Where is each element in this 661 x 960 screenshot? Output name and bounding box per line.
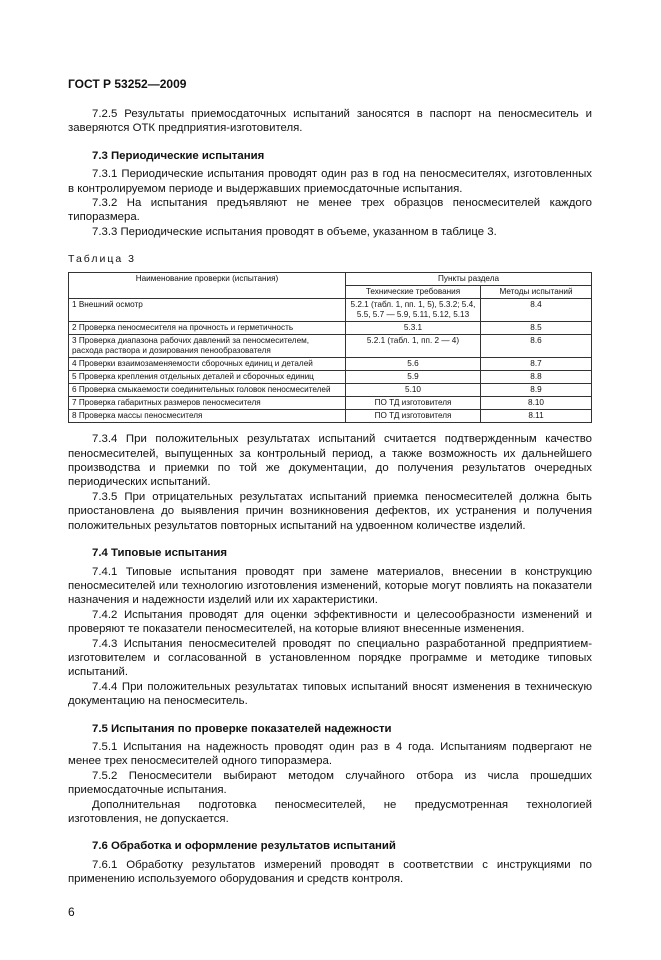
table-caption: Таблица 3 (68, 253, 136, 266)
cell-name: 7 Проверка габаритных размеров пеносмесителя (69, 397, 346, 410)
table-row (69, 299, 592, 322)
col-header-name: Наименование проверки (испытания) (69, 273, 346, 299)
paragraph-7-5-2: 7.5.2 Пеносмесители выбирают методом случайного отбора из числа прошедших приемосдаточные испытания. (68, 769, 592, 797)
table-row (69, 397, 592, 410)
cell-tech: 5.6 (346, 358, 481, 371)
heading-7-5: 7.5 Испытания по проверке показателей надежности (92, 722, 392, 735)
section-7-4 (68, 546, 592, 708)
section-7-3-4-5 (68, 432, 592, 533)
cell-name: 6 Проверка смыкаемости соединительных головок пеносмесителей (69, 384, 346, 397)
cell-tech: 5.2.1 (табл. 1, пп. 1, 5), 5.3.2; 5.4, 5.5, 5.7 — 5.9, 5.11, 5.12, 5.13 (346, 299, 481, 322)
cell-method: 8.4 (481, 299, 592, 322)
section-7-3 (68, 149, 592, 239)
paragraph-7-3-5: 7.3.5 При отрицательных результатах испытаний приемка пеносмесителей должна быть приостановлена до выявления причин возникновения дефектов, их устранения и получения положительных результатов повторных испытаний на удвоенном количестве изделий. (68, 490, 592, 532)
cell-method: 8.8 (481, 371, 592, 384)
table-row (69, 410, 592, 423)
paragraph-7-4-2: 7.4.2 Испытания проводят для оценки эффективности и целесообразности изменений и проверяют те показатели пеносмесителей, на которые влияют внесенные изменения. (68, 608, 592, 636)
cell-method: 8.10 (481, 397, 592, 410)
document-header: ГОСТ Р 53252—2009 (68, 77, 187, 91)
paragraph-7-4-4: 7.4.4 При положительных результатах типовых испытаний вносят изменения в техническую документацию на пеносмеситель. (68, 680, 592, 708)
paragraph-7-5-1: 7.5.1 Испытания на надежность проводят один раз в 4 года. Испытаниям подвергают не менее трех пеносмесителей одного типоразмера. (68, 740, 592, 768)
cell-name: 1 Внешний осмотр (69, 299, 346, 322)
table-row (69, 371, 592, 384)
paragraph-7-3-1: 7.3.1 Периодические испытания проводят один раз в год на пеносмесителях, изготовленных в контролируемом периоде и выдержавших приемосдаточные испытания. (68, 168, 592, 195)
section-7-6 (68, 839, 592, 886)
cell-tech: 5.3.1 (346, 322, 481, 335)
heading-7-3: 7.3 Периодические испытания (92, 149, 265, 162)
paragraph-7-2-5: 7.2.5 Результаты приемосдаточных испытаний заносятся в паспорт на пеносмеситель и заверяются ОТК предприятия-изготовителя. (68, 108, 592, 135)
section-7-2-5 (68, 107, 592, 136)
table-row (69, 384, 592, 397)
cell-name: 5 Проверка крепления отдельных деталей и сборочных единиц (69, 371, 346, 384)
table-row (69, 322, 592, 335)
table-3 (68, 272, 592, 423)
table-row (69, 335, 592, 358)
cell-tech: 5.9 (346, 371, 481, 384)
cell-tech: ПО ТД изготовителя (346, 397, 481, 410)
cell-tech: ПО ТД изготовителя (346, 410, 481, 423)
paragraph-7-5-3: Дополнительная подготовка пеносмесителей, не предусмотренная технологией изготовления, не допускается. (68, 798, 592, 825)
col-header-methods: Методы испытаний (481, 286, 592, 299)
cell-tech: 5.2.1 (табл. 1, пп. 2 — 4) (346, 335, 481, 358)
cell-name: 3 Проверка диапазона рабочих давлений за пеносмесителем, расхода раствора и дозирования пенообразователя (69, 335, 346, 358)
col-header-group: Пункты раздела (346, 273, 592, 286)
paragraph-7-3-4: 7.3.4 При положительных результатах испытаний считается подтвержденным качество пеносмесителей, выпущенных за контрольный период, а также возможность их дальнейшего производства и приемки по той же документации, до получения результатов очередных периодических испытаний. (68, 433, 592, 489)
cell-tech: 5.10 (346, 384, 481, 397)
paragraph-7-4-3: 7.4.3 Испытания пеносмесителей проводят по специально разработанной предприятием-изготовителем и согласованной в установленном порядке программе и методике типовых испытаний. (68, 637, 592, 679)
section-7-5 (68, 722, 592, 827)
heading-7-6: 7.6 Обработка и оформление результатов испытаний (92, 840, 396, 853)
cell-method: 8.11 (481, 410, 592, 423)
col-header-tech: Технические требования (346, 286, 481, 299)
heading-7-4: 7.4 Типовые испытания (92, 547, 227, 560)
cell-method: 8.7 (481, 358, 592, 371)
paragraph-7-3-3: 7.3.3 Периодические испытания проводят в объеме, указанном в таблице 3. (92, 225, 497, 238)
paragraph-7-3-2: 7.3.2 На испытания предъявляют не менее трех образцов пеносмесителей каждого типоразмера. (68, 197, 592, 224)
paragraph-7-4-1: 7.4.1 Типовые испытания проводят при замене материалов, внесении в конструкцию пеносмесителей или технологию изготовления изменений, которые могут повлиять на показатели назначения и надежности изделий или их характеристики. (68, 565, 592, 607)
paragraph-7-6-1: 7.6.1 Обработку результатов измерений проводят в соответствии с инструкциями по применению используемого оборудования и средств контроля. (68, 858, 592, 886)
table-row (69, 358, 592, 371)
cell-name: 8 Проверка массы пеносмесителя (69, 410, 346, 423)
cell-name: 2 Проверка пеносмесителя на прочность и герметичность (69, 322, 346, 335)
cell-name: 4 Проверки взаимозаменяемости сборочных единиц и деталей (69, 358, 346, 371)
cell-method: 8.5 (481, 322, 592, 335)
cell-method: 8.9 (481, 384, 592, 397)
page-number: 6 (68, 904, 75, 919)
cell-method: 8.6 (481, 335, 592, 358)
